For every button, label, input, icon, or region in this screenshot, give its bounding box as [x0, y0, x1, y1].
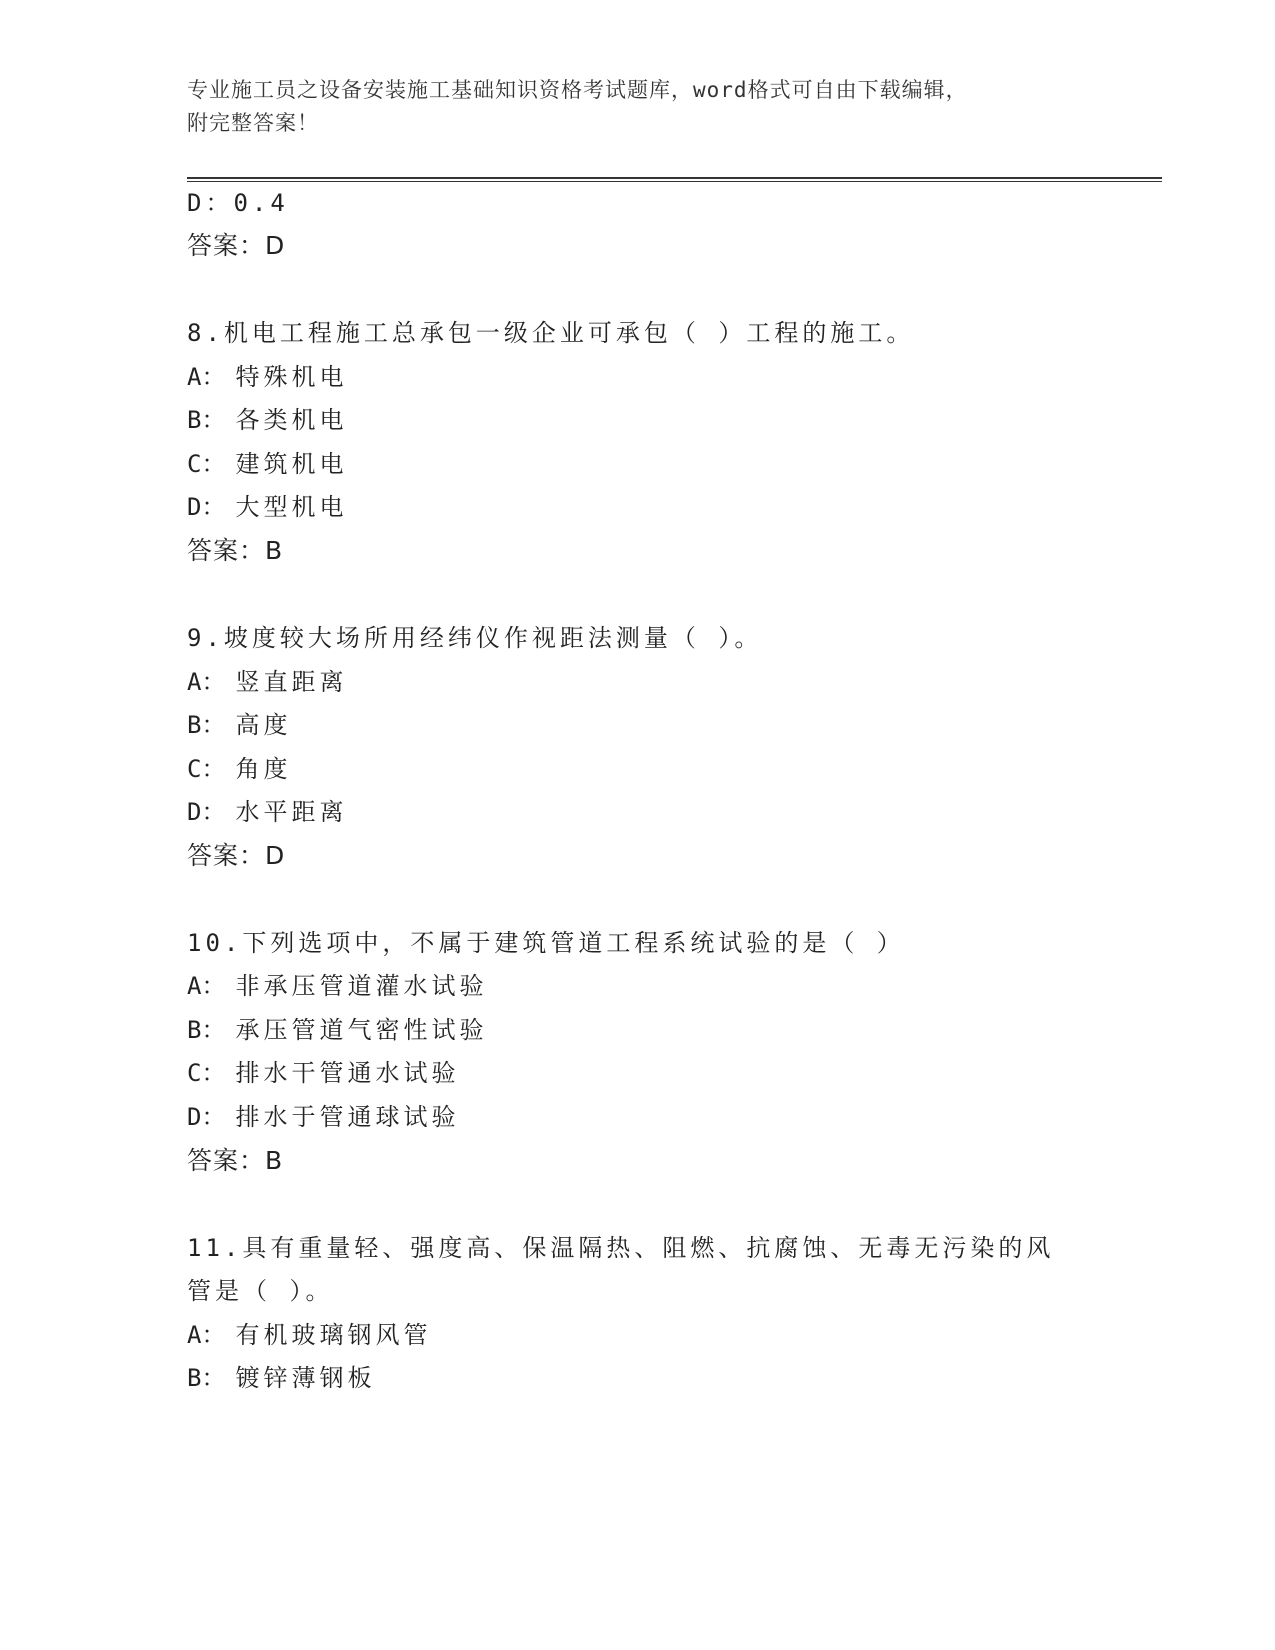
- q8-option-b-letter: B：: [187, 406, 226, 434]
- q10-answer: 答案：B: [187, 1146, 284, 1175]
- q10-option-b-letter: B：: [187, 1016, 226, 1044]
- header-line-1: 专业施工员之设备安装施工基础知识资格考试题库，word格式可自由下载编辑，: [187, 78, 968, 102]
- q9-option-a: [187, 667, 347, 697]
- q10-option-d-letter: D：: [187, 1103, 226, 1131]
- header-divider: [187, 177, 1162, 182]
- q10-option-b: [187, 1015, 487, 1045]
- q8-option-d-letter: D：: [187, 493, 226, 521]
- q9-question: 9.坡度较大场所用经纬仪作视距法测量（ ）。: [187, 624, 763, 652]
- q11-option-a-text: 有机玻璃钢风管: [235, 1321, 432, 1349]
- q9-answer: 答案：D: [187, 841, 286, 870]
- q8-option-c-text: 建筑机电: [235, 450, 348, 478]
- q8-option-c: [187, 449, 347, 479]
- q11-option-a-letter: A：: [187, 1321, 226, 1349]
- prev-answer: 答案：D: [187, 231, 286, 260]
- q10-option-d-text: 排水于管通球试验: [235, 1103, 460, 1131]
- q9-option-c-letter: C：: [187, 755, 226, 783]
- q8-question: 8.机电工程施工总承包一级企业可承包（ ）工程的施工。: [187, 319, 915, 347]
- q10-question: 10.下列选项中，不属于建筑管道工程系统试验的是（ ）: [187, 929, 905, 957]
- q10-option-c-letter: C：: [187, 1059, 226, 1087]
- q8-option-c-letter: C：: [187, 450, 226, 478]
- q11-option-b: [187, 1363, 375, 1393]
- q10-option-a-letter: A：: [187, 972, 226, 1000]
- q10-option-a-text: 非承压管道灌水试验: [235, 972, 488, 1000]
- q10-option-a: [187, 971, 487, 1001]
- q8-option-a-text: 特殊机电: [235, 363, 348, 391]
- q10-option-c-text: 排水干管通水试验: [235, 1059, 460, 1087]
- q9-option-a-text: 竖直距离: [235, 668, 348, 696]
- page-header: [187, 74, 1107, 140]
- document-page: [187, 0, 1162, 1650]
- q8-option-a-letter: A：: [187, 363, 226, 391]
- q8-option-b-text: 各类机电: [235, 406, 348, 434]
- q9-option-d-letter: D：: [187, 798, 226, 826]
- q8-option-b: [187, 405, 347, 435]
- q9-option-b-text: 高度: [235, 711, 292, 739]
- q8-option-d: [187, 492, 347, 522]
- q10-option-d: [187, 1102, 459, 1132]
- q10-option-c: [187, 1058, 459, 1088]
- prev-option-d: D：0.4: [187, 189, 289, 217]
- q11-option-b-letter: B：: [187, 1364, 226, 1392]
- q11-option-b-text: 镀锌薄钢板: [235, 1364, 376, 1392]
- q9-option-d-text: 水平距离: [235, 798, 348, 826]
- q11-question-line-1: 11.具有重量轻、强度高、保温隔热、阻燃、抗腐蚀、无毒无污染的风: [187, 1234, 1055, 1262]
- q8-option-d-text: 大型机电: [235, 493, 348, 521]
- q9-option-a-letter: A：: [187, 668, 226, 696]
- q8-option-a: [187, 362, 347, 392]
- q9-option-b: [187, 710, 291, 740]
- header-line-2: 附完整答案！: [187, 111, 319, 135]
- q9-option-c-text: 角度: [235, 755, 292, 783]
- q9-option-c: [187, 754, 291, 784]
- q9-option-d: [187, 797, 347, 827]
- q11-question-line-2: 管是（ ）。: [187, 1277, 334, 1305]
- q9-option-b-letter: B：: [187, 711, 226, 739]
- q8-answer: 答案：B: [187, 536, 284, 565]
- q11-option-a: [187, 1320, 431, 1350]
- q10-option-b-text: 承压管道气密性试验: [235, 1016, 488, 1044]
